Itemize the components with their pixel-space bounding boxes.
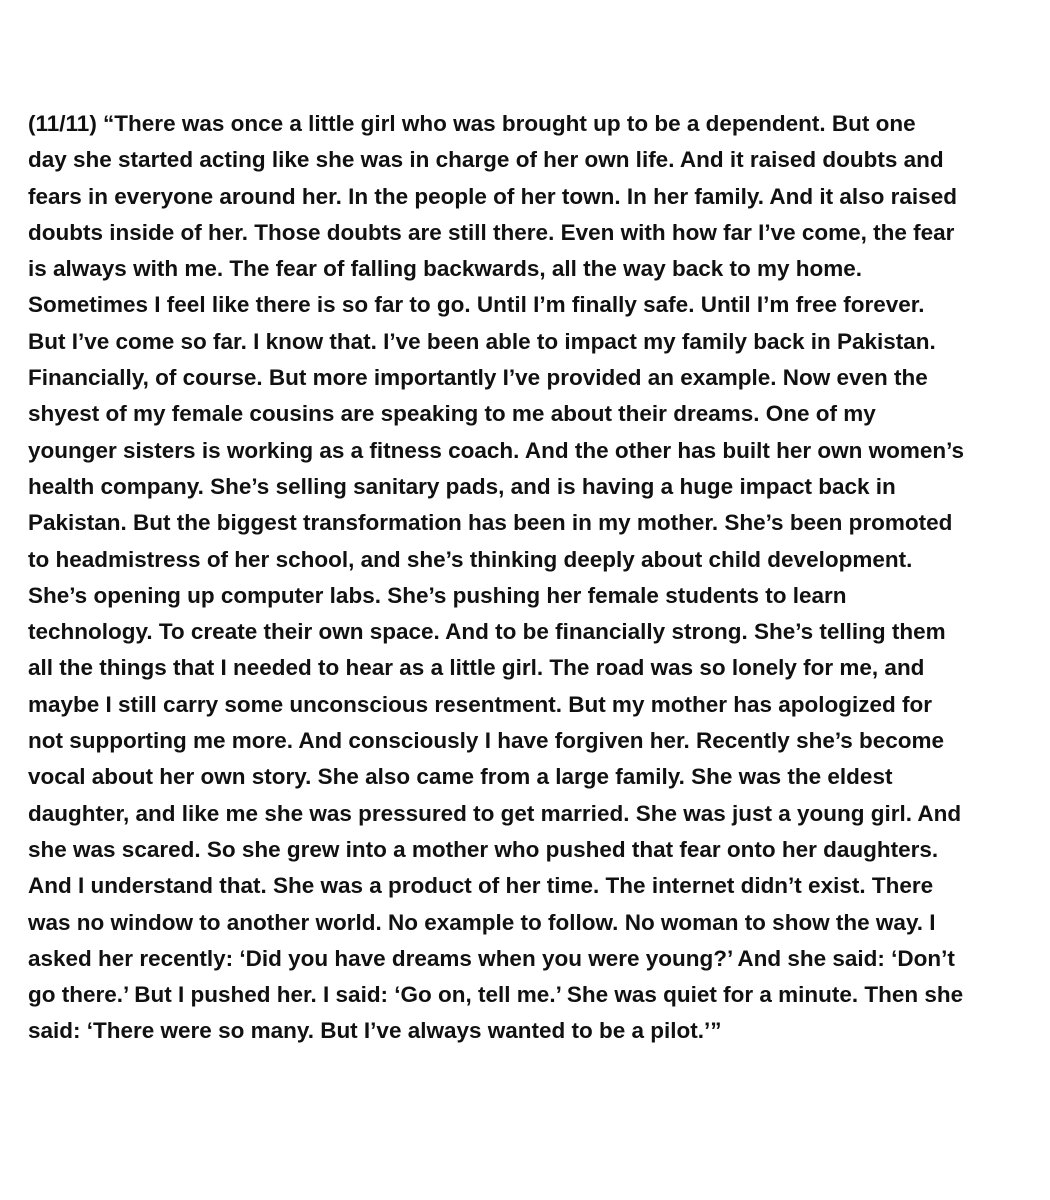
story-line: fears in everyone around her. In the people of her town. In her family. And it also raised [28, 183, 957, 209]
story-line: health company. She’s selling sanitary pads, and is having a huge impact back in [28, 473, 896, 499]
story-line: technology. To create their own space. And to be financially strong. She’s telling them [28, 619, 946, 645]
story-line: day she started acting like she was in charge of her own life. And it raised doubts and [28, 147, 944, 173]
story-line: Financially, of course. But more importantly I’ve provided an example. Now even the [28, 365, 928, 391]
story-text [28, 106, 1028, 1050]
story-line: Sometimes I feel like there is so far to go. Until I’m finally safe. Until I’m free forever. [28, 292, 925, 318]
story-line: younger sisters is working as a fitness coach. And the other has built her own women’s [28, 437, 965, 463]
story-line: was no window to another world. No example to follow. No woman to show the way. I [28, 909, 936, 935]
story-line: (11/11) “There was once a little girl who was brought up to be a dependent. But one [28, 111, 916, 136]
story-line: not supporting me more. And consciously I have forgiven her. Recently she’s become [28, 728, 945, 754]
story-line: shyest of my female cousins are speaking to me about their dreams. One of my [28, 401, 876, 427]
story-line: asked her recently: ‘Did you have dreams when you were young?’ And she said: ‘Don’t [28, 945, 955, 971]
story-line: all the things that I needed to hear as a little girl. The road was so lonely for me, and [28, 655, 925, 681]
story-line: Pakistan. But the biggest transformation has been in my mother. She’s been promoted [28, 510, 953, 536]
story-line: go there.’ But I pushed her. I said: ‘Go on, tell me.’ She was quiet for a minute. Then she [28, 982, 964, 1008]
story-line: maybe I still carry some unconscious resentment. But my mother has apologized for [28, 691, 932, 717]
story-line: daughter, and like me she was pressured to get married. She was just a young girl. And [28, 800, 962, 826]
story-line: And I understand that. She was a product of her time. The internet didn’t exist. There [28, 873, 934, 899]
story-line: doubts inside of her. Those doubts are still there. Even with how far I’ve come, the fear [28, 219, 955, 245]
story-line: But I’ve come so far. I know that. I’ve been able to impact my family back in Pakistan. [28, 328, 936, 354]
story-line: she was scared. So she grew into a mother who pushed that fear onto her daughters. [28, 836, 939, 862]
story-line: She’s opening up computer labs. She’s pushing her female students to learn [28, 582, 847, 608]
story-line: vocal about her own story. She also came from a large family. She was the eldest [28, 764, 893, 790]
story-line: said: ‘There were so many. But I’ve always wanted to be a pilot.’” [28, 1018, 722, 1044]
story-line: to headmistress of her school, and she’s thinking deeply about child development. [28, 546, 913, 572]
story-line: is always with me. The fear of falling backwards, all the way back to my home. [28, 256, 863, 282]
